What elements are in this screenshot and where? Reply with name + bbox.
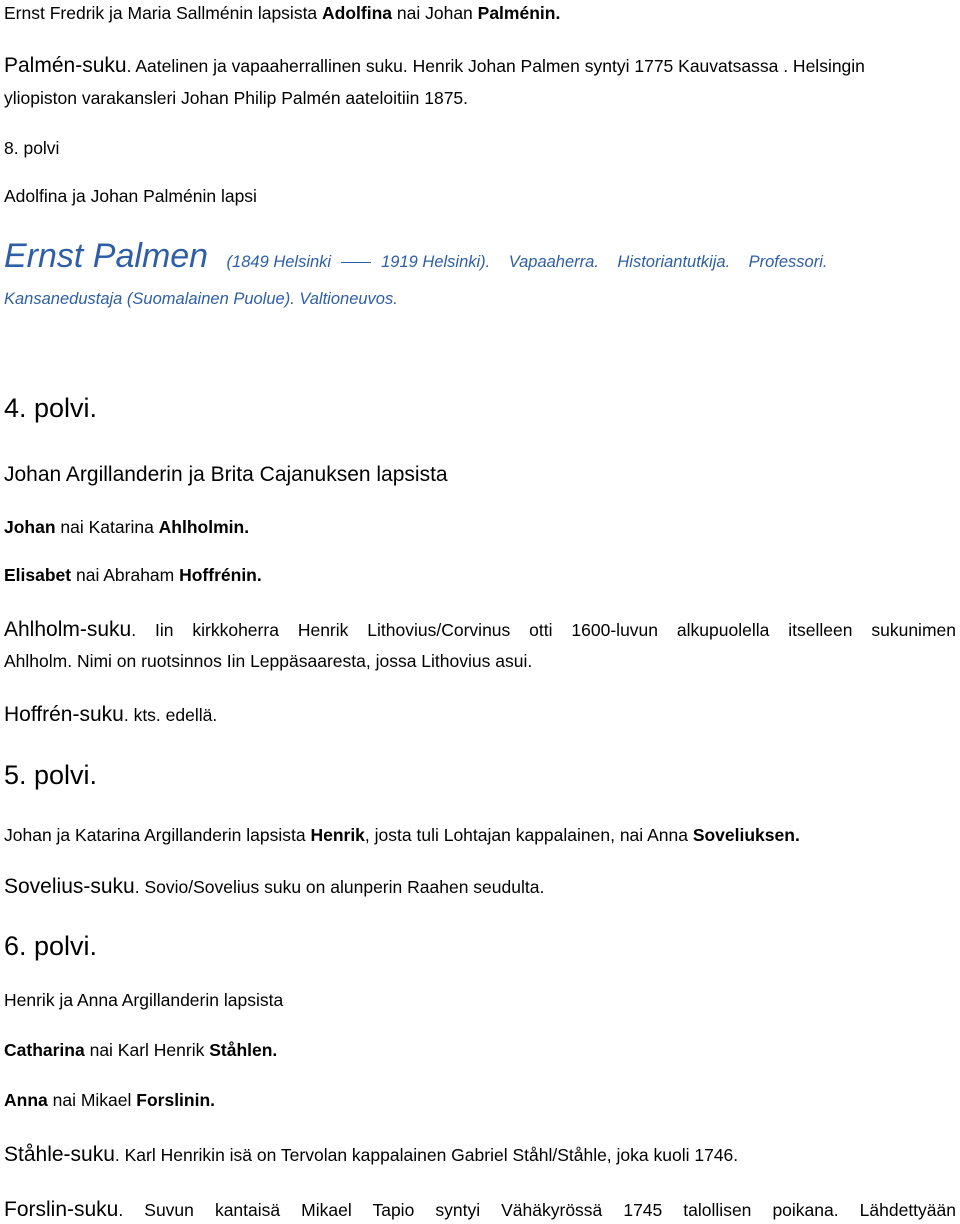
elisabet-marriage: Elisabet nai Abraham Hoffrénin. — [4, 565, 262, 585]
stahle-suku-paragraph: Ståhle-suku. Karl Henrikin isä on Tervolan kappalainen Gabriel Ståhl/Ståhle, joka kuoli 1746. — [4, 1143, 739, 1166]
ahlholm-suku-line2: Ahlholm. Nimi on ruotsinnos Iin Leppäsaaresta, jossa Lithovius asui. — [4, 651, 533, 671]
johan-marriage: Johan nai Katarina Ahlholmin. — [4, 517, 250, 537]
generation-8-label: 8. polvi — [4, 138, 60, 158]
dash-separator — [341, 262, 371, 263]
generation-6-intro: Henrik ja Anna Argillanderin lapsista — [4, 990, 284, 1010]
anna-marriage: Anna nai Mikael Forslinin. — [4, 1090, 216, 1110]
sovelius-suku-paragraph: Sovelius-suku. Sovio/Sovelius suku on alunperin Raahen seudulta. — [4, 875, 545, 898]
ernst-palmen-name: Ernst Palmen — [4, 237, 209, 275]
generation-5-paragraph: Johan ja Katarina Argillanderin lapsista Henrik, josta tuli Lohtajan kappalainen, nai Anna Soveliuksen. — [4, 825, 800, 845]
forslin-suku-paragraph: Forslin-suku. Suvun kantaisä Mikael Tapio syntyi Vähäkyrössä 1745 talollisen poikana. Lähdettyään — [4, 1198, 956, 1221]
hoffren-suku-paragraph: Hoffrén-suku. kts. edellä. — [4, 703, 218, 726]
generation-6-heading: 6. polvi. — [4, 931, 98, 961]
generation-4-intro: Johan Argillanderin ja Brita Cajanuksen lapsista — [4, 463, 448, 486]
line-adolfina-marriage: Ernst Fredrik ja Maria Sallménin lapsista Adolfina nai Johan Palménin. — [4, 3, 561, 23]
adolfina-children-label: Adolfina ja Johan Palménin lapsi — [4, 186, 257, 206]
palmen-suku-paragraph: Palmén-suku. Aatelinen ja vapaaherrallinen suku. Henrik Johan Palmen syntyi 1775 Kauvatsassa . Helsingin — [4, 54, 865, 77]
ahlholm-suku-paragraph: Ahlholm-suku. Iin kirkkoherra Henrik Lithovius/Corvinus otti 1600-luvun alkupuolella itselleen sukunimen — [4, 618, 956, 641]
catharina-marriage: Catharina nai Karl Henrik Ståhlen. — [4, 1040, 278, 1060]
ernst-palmen-entry-line2: Kansanedustaja (Suomalainen Puolue). Valtioneuvos. — [4, 290, 398, 308]
generation-5-heading: 5. polvi. — [4, 760, 98, 790]
palmen-suku-line2: yliopiston varakansleri Johan Philip Palmén aateloitiin 1875. — [4, 88, 469, 108]
generation-4-heading: 4. polvi. — [4, 393, 98, 423]
ernst-palmen-entry: Ernst Palmen (1849 Helsinki 1919 Helsinki). Vapaaherra. Historiantutkija. Professori. — [4, 237, 828, 275]
